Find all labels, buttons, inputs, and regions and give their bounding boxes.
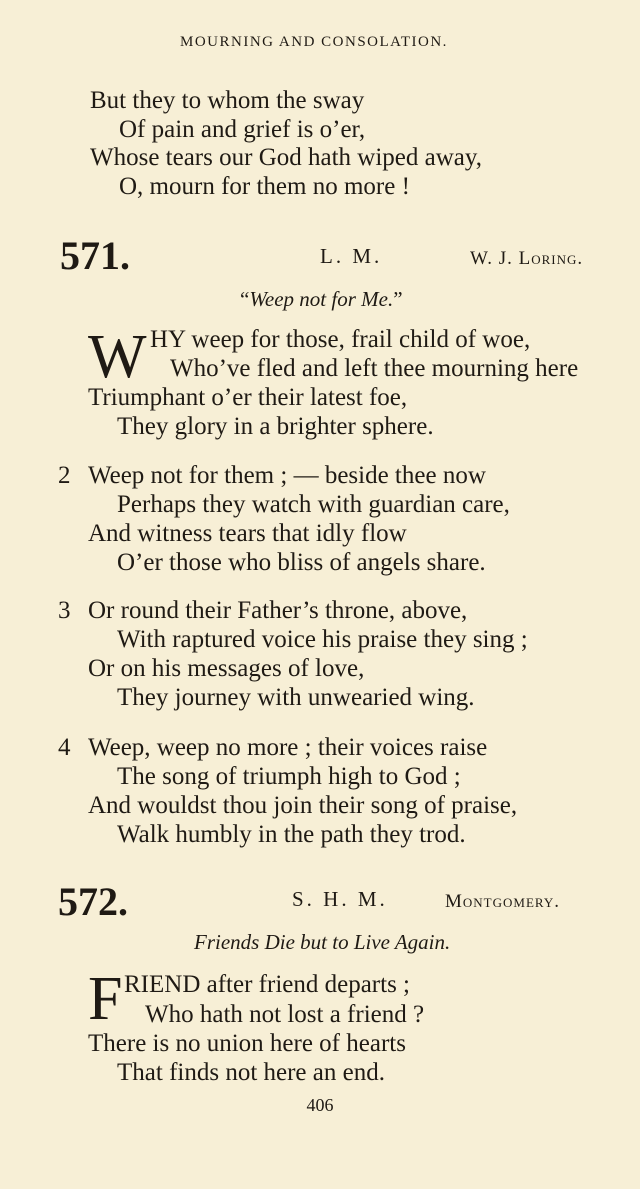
verse-line: O, mourn for them no more !	[119, 173, 410, 200]
verse-line: Of pain and grief is o’er,	[119, 116, 366, 143]
author-initials: W. J.	[470, 248, 513, 269]
verse-line: Or on his messages of love,	[88, 655, 365, 682]
verse-line: Who’ve fled and left thee mourning here	[170, 355, 579, 382]
stanza-number: 2	[58, 462, 71, 489]
verse-line: Who hath not lost a friend ?	[145, 1001, 425, 1028]
verse-line: And wouldst thou join their song of praise,	[88, 792, 518, 819]
verse-line: That finds not here an end.	[117, 1059, 385, 1086]
verse-line: They glory in a brighter sphere.	[117, 413, 434, 440]
verse-line: There is no union here of hearts	[88, 1030, 406, 1057]
verse-line: Or round their Father’s throne, above,	[88, 597, 468, 624]
verse-line: Walk humbly in the path they trod.	[117, 821, 466, 848]
verse-line: Weep, weep no more ; their voices raise	[88, 734, 488, 761]
drop-cap: F	[88, 965, 123, 1033]
verse-line: Perhaps they watch with guardian care,	[117, 491, 510, 518]
author-surname: Loring.	[518, 248, 584, 269]
title-text: Weep not for Me.	[249, 287, 394, 311]
verse-line: O’er those who bliss of angels share.	[117, 549, 486, 576]
drop-cap: W	[88, 323, 147, 391]
verse-line: HY weep for those, frail child of woe,	[150, 326, 531, 353]
hymn-meter: S. H. M.	[292, 887, 388, 911]
verse-line: The song of triumph high to God ;	[117, 763, 461, 790]
verse-line: They journey with unwearied wing.	[117, 684, 475, 711]
verse-line: Whose tears our God hath wiped away,	[90, 144, 483, 171]
hymn-author: Montgomery.	[445, 891, 560, 912]
title-open-quote: “	[240, 287, 250, 311]
stanza-number: 4	[58, 734, 71, 761]
verse-line: Triumphant o’er their latest foe,	[88, 384, 408, 411]
verse-line: With raptured voice his praise they sing ;	[117, 626, 528, 653]
stanza-number: 3	[58, 597, 71, 624]
hymn-number: 571.	[60, 233, 130, 278]
hymn-meter: L. M.	[320, 244, 383, 268]
hymn-title	[240, 289, 403, 310]
verse-line: And witness tears that idly flow	[88, 520, 407, 547]
page-number: 406	[306, 1095, 334, 1115]
verse-line: But they to whom the sway	[90, 87, 365, 114]
verse-line: Weep not for them ; — beside thee now	[88, 462, 486, 489]
verse-line: RIEND after friend departs ;	[124, 971, 410, 998]
hymn-number: 572.	[58, 879, 128, 924]
hymn-author	[470, 249, 583, 268]
hymn-title: Friends Die but to Live Again.	[194, 930, 451, 954]
running-head: MOURNING AND CONSOLATION.	[180, 34, 448, 50]
title-close-quote: ”	[393, 287, 403, 311]
